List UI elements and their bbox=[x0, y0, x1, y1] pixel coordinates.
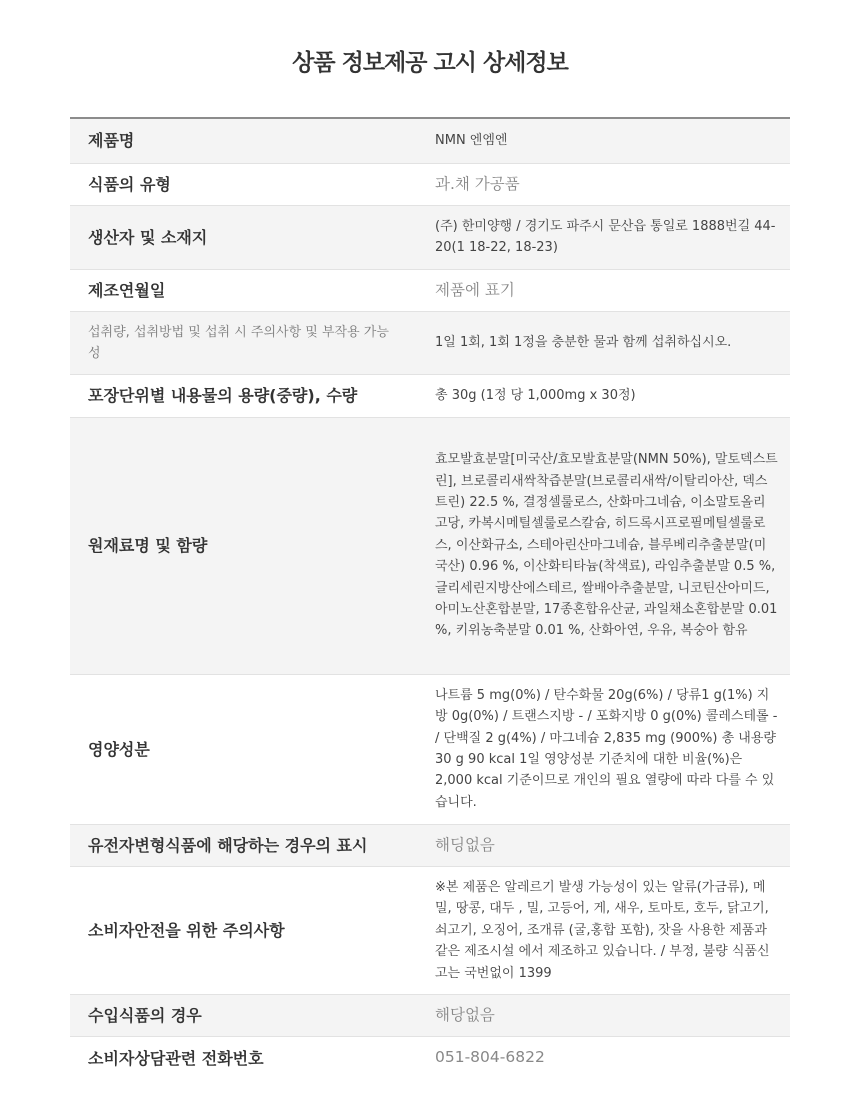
product-info-table bbox=[70, 117, 790, 1079]
info-row-package-quantity bbox=[70, 375, 790, 417]
row-value: ※본 제품은 알레르기 발생 가능성이 있는 알류(가금류), 메밀, 땅콩, 대두 , 밀, 고등어, 게, 새우, 토마토, 호두, 닭고기, 쇠고기, 오징어, 조개류 (굴,홍합 포함), 잣을 사용한 제품과 같은 제조시설 에서 제조하고 있습니다. / 부정, 불량 식품신고는 국번없이 1399 bbox=[435, 879, 770, 981]
row-label: 소비자상담관련 전화번호 bbox=[88, 1048, 264, 1068]
row-value: 1일 1회, 1회 1정을 충분한 물과 함께 섭취하십시오. bbox=[435, 335, 732, 351]
row-value: 나트륨 5 mg(0%) / 탄수화물 20g(6%) / 당류1 g(1%) 지방 0g(0%) / 트랜스지방 - / 포화지방 0 g(0%) 콜레스테롤 - / 단백질 2 g(4%) / 마그네슘 2,835 mg (900%) 총 내용량 30 g 90 kcal 1일 영양성분 기준치에 대한 비율(%)은 2,000 kcal 기준이므로 개인의 필요 열량에 따라 다를 수 있습니다. bbox=[435, 687, 778, 810]
page-title: 상품 정보제공 고시 상세정보 bbox=[292, 50, 568, 76]
info-row-gmo bbox=[70, 824, 790, 866]
row-value: (주) 한미양행 / 경기도 파주시 문산읍 통일로 1888번길 44-20(1 18-22, 18-23) bbox=[435, 218, 776, 256]
row-label: 섭취량, 섭취방법 및 섭취 시 주의사항 및 부작용 가능성 bbox=[88, 325, 389, 362]
row-label: 포장단위별 내용물의 용량(중량), 수량 bbox=[88, 386, 358, 406]
row-value: 해당없음 bbox=[435, 1005, 495, 1024]
info-row-product-name bbox=[70, 118, 790, 163]
row-value: 051-804-6822 bbox=[435, 1048, 545, 1067]
info-row-nutrition bbox=[70, 674, 790, 824]
row-value: 과.채 가공품 bbox=[435, 174, 520, 193]
info-row-imported-food bbox=[70, 994, 790, 1036]
row-value: 제품에 표기 bbox=[435, 280, 515, 299]
row-label: 생산자 및 소재지 bbox=[88, 227, 208, 247]
info-row-consumer-phone bbox=[70, 1037, 790, 1079]
row-label: 영양성분 bbox=[88, 739, 150, 759]
row-value: 해딩없음 bbox=[435, 835, 495, 854]
info-row-food-type bbox=[70, 163, 790, 205]
row-label: 제품명 bbox=[88, 131, 135, 151]
info-row-consumer-safety bbox=[70, 866, 790, 994]
row-label: 유전자변형식품에 해당하는 경우의 표시 bbox=[88, 835, 368, 855]
row-value: 효모발효분말[미국산/효모발효분말(NMN 50%), 말토덱스트린], 브로콜리새싹착즙분말(브로콜리새싹/이탈리아산, 덱스트린) 22.5 %, 결정셀룰로스, 산화마그네슘, 이소말토올리고당, 카복시메틸셀룰로스칼슘, 히드록시프로필메틸셀룰로스, 이산화규소, 스테아린산마그네슘, 블루베리추출분말(미국산) 0.96 %, 이산화티타늄(착색료), 라임추출분말 0.5 %, 글리세린지방산에스테르, 쌀배아추출분말, 니코틴산아미드, 아미노산혼합분말, 17종혼합유산균, 과일채소혼합분말 0.01 %, 키위농축분말 0.01 %, 산화아연, 우유, 복숭아 함유 bbox=[435, 452, 778, 639]
row-label: 식품의 유형 bbox=[88, 174, 171, 194]
info-row-intake-method bbox=[70, 312, 790, 375]
info-row-ingredients bbox=[70, 417, 790, 674]
row-label: 소비자안전을 위한 주의사항 bbox=[88, 920, 285, 940]
row-value: NMN 엔엠엔 bbox=[435, 133, 508, 149]
row-label: 원재료명 및 함량 bbox=[88, 536, 208, 556]
row-label: 제조연월일 bbox=[88, 280, 166, 300]
row-value: 총 30g (1정 당 1,000mg x 30정) bbox=[435, 388, 636, 404]
info-row-manufacturer bbox=[70, 205, 790, 269]
row-label: 수입식품의 경우 bbox=[88, 1006, 202, 1026]
info-row-manufacture-date bbox=[70, 269, 790, 311]
